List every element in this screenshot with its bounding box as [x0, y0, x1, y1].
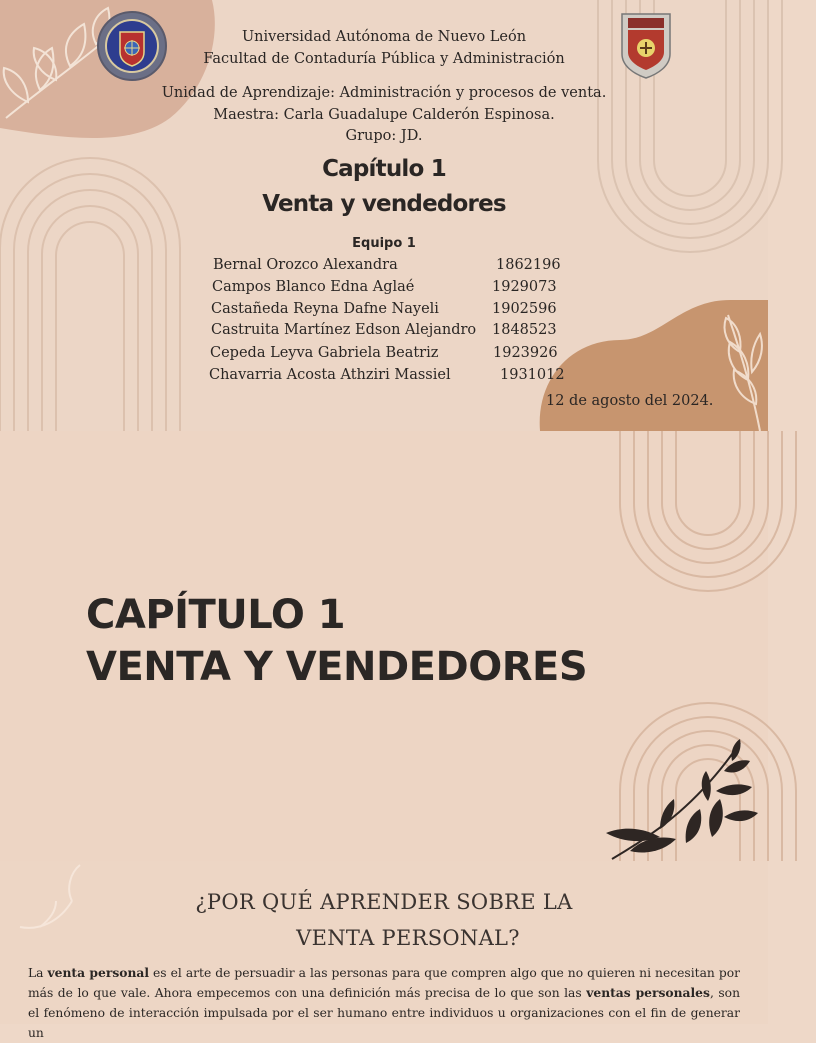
- article-paragraph: [28, 963, 740, 1043]
- group-label: Grupo: JD.: [345, 128, 423, 144]
- member-name: Castañeda Reyna Dafne Nayeli: [211, 301, 439, 317]
- article-question-line2: VENTA PERSONAL?: [296, 926, 520, 950]
- member-id: 1862196: [496, 257, 561, 273]
- team-label: Equipo 1: [352, 236, 416, 251]
- cover-page: [0, 0, 768, 431]
- paragraph-bold-term: venta personal: [47, 965, 150, 980]
- university-name: Universidad Autónoma de Nuevo León: [241, 29, 527, 45]
- chapter-title: Venta y vendedores: [262, 191, 506, 217]
- paragraph-text: es el arte de persuadir a las personas para que compren algo que no quieren ni necesitan por más de lo que vale. Ahora empecemos con una definición más precisa de lo que son las: [28, 966, 740, 1000]
- teacher-name: Maestra: Carla Guadalupe Calderón Espinosa.: [213, 107, 555, 123]
- member-id: 1923926: [493, 345, 558, 361]
- chapter-number: Capítulo 1: [322, 156, 446, 182]
- member-id: 1848523: [492, 322, 557, 338]
- member-name: Campos Blanco Edna Aglaé: [212, 279, 415, 295]
- member-id: 1902596: [492, 301, 557, 317]
- faculty-name: Facultad de Contaduría Pública y Administración: [203, 51, 565, 67]
- member-name: Cepeda Leyva Gabriela Beatriz: [210, 345, 439, 361]
- article-question-line1: ¿POR QUÉ APRENDER SOBRE LA: [195, 890, 573, 914]
- section-page: [0, 431, 768, 861]
- learning-unit: Unidad de Aprendizaje: Administración y procesos de venta.: [161, 85, 607, 101]
- paragraph-bold-term: ventas personales: [586, 985, 710, 1000]
- section-heading-line1: CAPÍTULO 1: [86, 592, 346, 638]
- paragraph-text: , son el fenómeno de interacción impulsada por el ser humano entre individuos u organizaciones con el fin de generar un: [28, 986, 740, 1040]
- member-id: 1931012: [500, 367, 565, 383]
- member-name: Chavarria Acosta Athziri Massiel: [209, 367, 451, 383]
- member-name: Castruita Martínez Edson Alejandro: [211, 322, 477, 338]
- section-heading-line2: VENTA Y VENDEDORES: [86, 644, 588, 690]
- member-name: Bernal Orozco Alexandra: [213, 257, 398, 273]
- cover-date: 12 de agosto del 2024.: [546, 393, 714, 409]
- member-id: 1929073: [492, 279, 557, 295]
- paragraph-text: La: [28, 966, 44, 980]
- article-page: [0, 861, 768, 1040]
